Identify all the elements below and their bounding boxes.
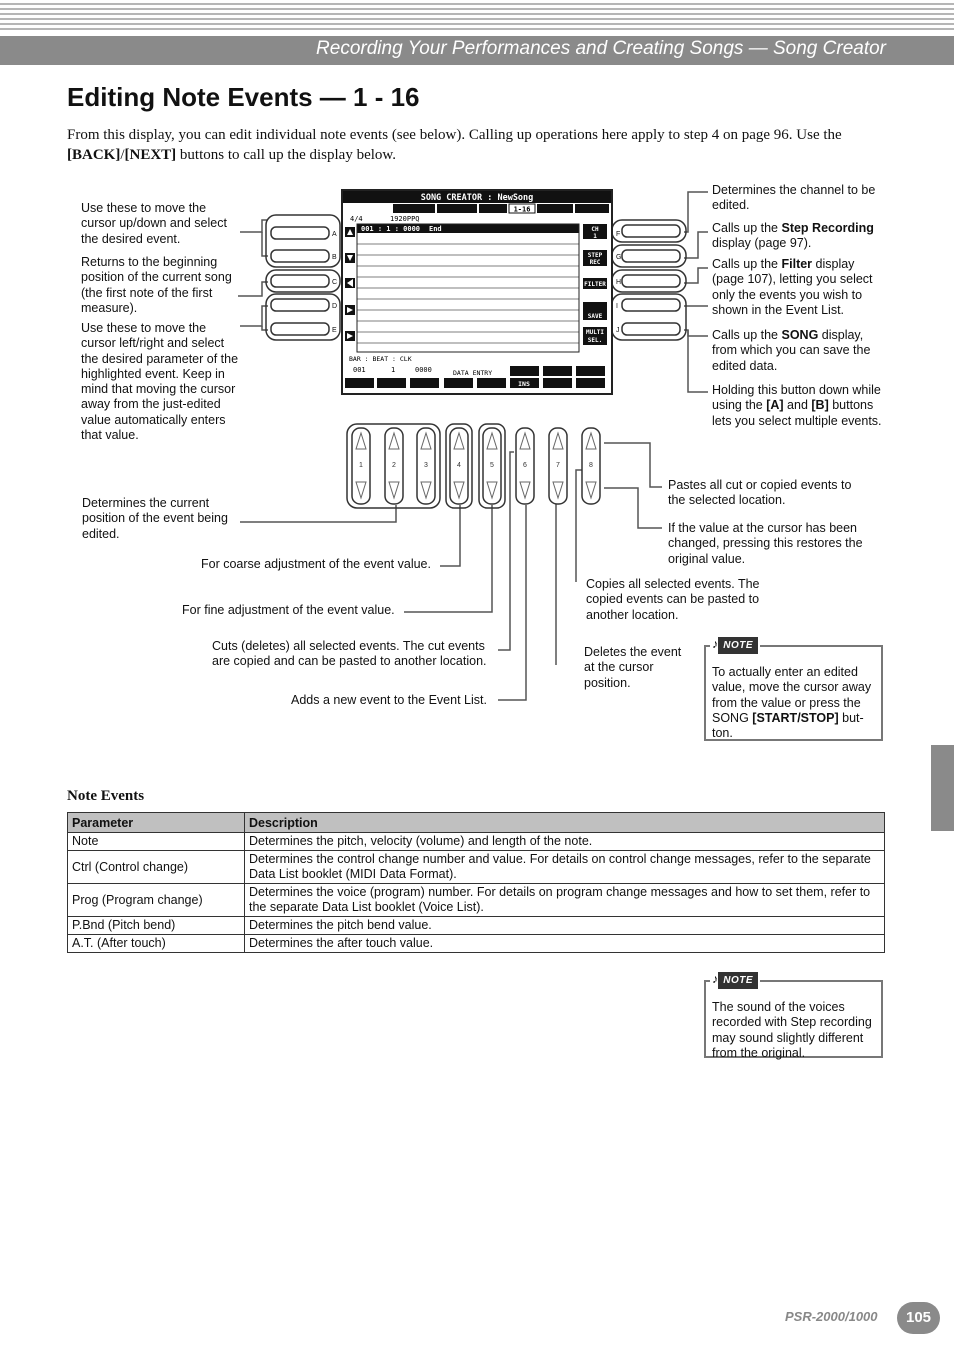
svg-text:1: 1 [391, 366, 396, 374]
svg-text:4: 4 [457, 462, 461, 469]
section-tab [931, 745, 954, 831]
note-box-2 [704, 972, 883, 1060]
svg-text:6: 6 [523, 462, 527, 469]
svg-text:1: 1 [593, 233, 597, 240]
table-row: Ctrl (Control change) Determines the control change number and value. For details on control change messages, refer to the separate Data List booklet (MIDI Data Format). [68, 851, 885, 884]
lcd-bar-value: 001 [353, 366, 366, 374]
svg-text:INS: INS [518, 380, 530, 388]
callout-restore: If the value at the cursor has been changed, pressing this restores the original value. [668, 521, 863, 566]
number-buttons [347, 424, 600, 508]
callout-insert: Adds a new event to the Event List. [291, 693, 487, 707]
svg-text:F: F [616, 231, 621, 238]
svg-text:5: 5 [490, 462, 494, 469]
right-buttons [612, 220, 686, 340]
svg-text:I: I [616, 303, 618, 310]
svg-text:0000: 0000 [415, 366, 432, 374]
callout-coarse: For coarse adjustment of the event value. [201, 557, 431, 571]
table-row: P.Bnd (Pitch bend) Determines the pitch bend value. [68, 917, 885, 935]
callout-delete: Deletes the event at the cursor position. [584, 645, 682, 690]
svg-text:FILTER: FILTER [584, 281, 606, 288]
svg-text:7: 7 [556, 462, 560, 469]
left-buttons [266, 215, 340, 340]
note1-text-bold: [START/STOP] [752, 710, 839, 725]
table-header-parameter: Parameter [68, 813, 245, 833]
callout-j: Holding this button down while using the [A] and [B] buttons lets you select multiple events. [712, 383, 882, 428]
svg-text:REC: REC [589, 259, 601, 266]
note1-text-pre: To actually enter an edited value, move the cursor away from the value or press the SONG [712, 665, 872, 725]
callout-copy: Copies all selected events. The copied events can be pasted to another location. [586, 577, 760, 622]
next-key: [NEXT] [124, 147, 177, 163]
footer-model: PSR-2000/1000 [785, 1309, 878, 1324]
note-icon: ♪ NOTE [710, 972, 760, 989]
lcd-graphic [343, 191, 611, 393]
lcd-tab-active: 1-16 [513, 205, 531, 214]
page-number: 105 [897, 1302, 940, 1334]
intro-slash: / [120, 147, 125, 163]
svg-text:G: G [616, 254, 622, 261]
callout-de: Use these to move the cursor left/right and select the desired parameter of the highlighted event. Keep in mind that moving the cursor away from the just-edited value automatically enters that value. [81, 321, 239, 443]
svg-text:SEL.: SEL. [587, 337, 603, 344]
note-events-table [67, 812, 885, 953]
table-row: Prog (Program change) Determines the voice (program) number. For details on program change messages and how to set them, refer to the separate Data List booklet (Voice List). [68, 884, 885, 917]
svg-text:J: J [616, 327, 620, 334]
note2-text: The sound of the voices recorded with Step recording may sound slightly different from the original. [712, 1000, 872, 1060]
callout-fine: For fine adjustment of the event value. [182, 603, 395, 617]
svg-text:8: 8 [589, 462, 593, 469]
svg-text:2: 2 [392, 462, 396, 469]
lcd-title: SONG CREATOR : NewSong [420, 193, 534, 203]
note1-text-post: but-ton. [712, 710, 864, 741]
svg-text:1: 1 [359, 462, 363, 469]
callout-i: Calls up the SONG display, from which you can save the edited data. [712, 328, 871, 373]
lcd-data-entry: DATA ENTRY [453, 369, 493, 377]
lcd-row1-pos: 001 : 1 : 0000 [361, 225, 421, 233]
callout-cut: Cuts (deletes) all selected events. The cut events are copied and can be pasted to another location. [212, 639, 487, 669]
lcd-row1-event: End [429, 225, 442, 233]
note-box-1 [704, 637, 883, 741]
note-icon: ♪ NOTE [710, 637, 760, 654]
callout-f: Determines the channel to be edited. [712, 183, 876, 213]
callout-position: Determines the current position of the event being edited. [82, 496, 228, 541]
callout-ab: Use these to move the cursor up/down and select the desired event. [81, 201, 227, 246]
callout-paste: Pastes all cut or copied events to the selected location. [668, 478, 852, 508]
svg-text:A: A [332, 231, 337, 238]
table-header-description: Description [245, 813, 885, 833]
callout-h: Calls up the Filter display (page 107), letting you select only the events you wish to shown in the Event List. [712, 257, 873, 317]
svg-text:CH: CH [591, 226, 599, 233]
lcd-ppq: 1920PPQ [390, 215, 420, 223]
callout-c: Returns to the beginning position of the current song (the first note of the first measure). [81, 255, 232, 315]
table-row: A.T. (After touch) Determines the after touch value. [68, 935, 885, 953]
svg-text:SAVE: SAVE [587, 313, 603, 320]
callout-g: Calls up the Step Recording display (page 97). [712, 221, 874, 251]
svg-text:D: D [332, 303, 338, 310]
table-row: Note Determines the pitch, velocity (volume) and length of the note. [68, 833, 885, 851]
svg-text:B: B [332, 254, 337, 261]
svg-text:MULTI: MULTI [585, 329, 605, 336]
header-title: Recording Your Performances and Creating Songs — Song Creator [316, 38, 886, 59]
intro-text-1: From this display, you can edit individual note events (see below). Calling up operations here apply to step 4 on page 96. Use the [67, 127, 842, 143]
lcd-screen [341, 189, 613, 395]
table-title: Note Events [67, 788, 145, 804]
svg-text:STEP: STEP [587, 252, 603, 259]
intro-text-2: buttons to call up the display below. [176, 147, 397, 163]
svg-text:H: H [616, 279, 622, 286]
svg-text:3: 3 [424, 462, 428, 469]
svg-text:BAR : BEAT : CLK: BAR : BEAT : CLK [349, 355, 412, 363]
page-title: Editing Note Events — 1 - 16 [67, 82, 420, 112]
lcd-meter: 4/4 [350, 215, 363, 223]
svg-text:C: C [332, 279, 338, 286]
back-key: [BACK] [67, 147, 121, 163]
svg-text:E: E [332, 327, 337, 334]
